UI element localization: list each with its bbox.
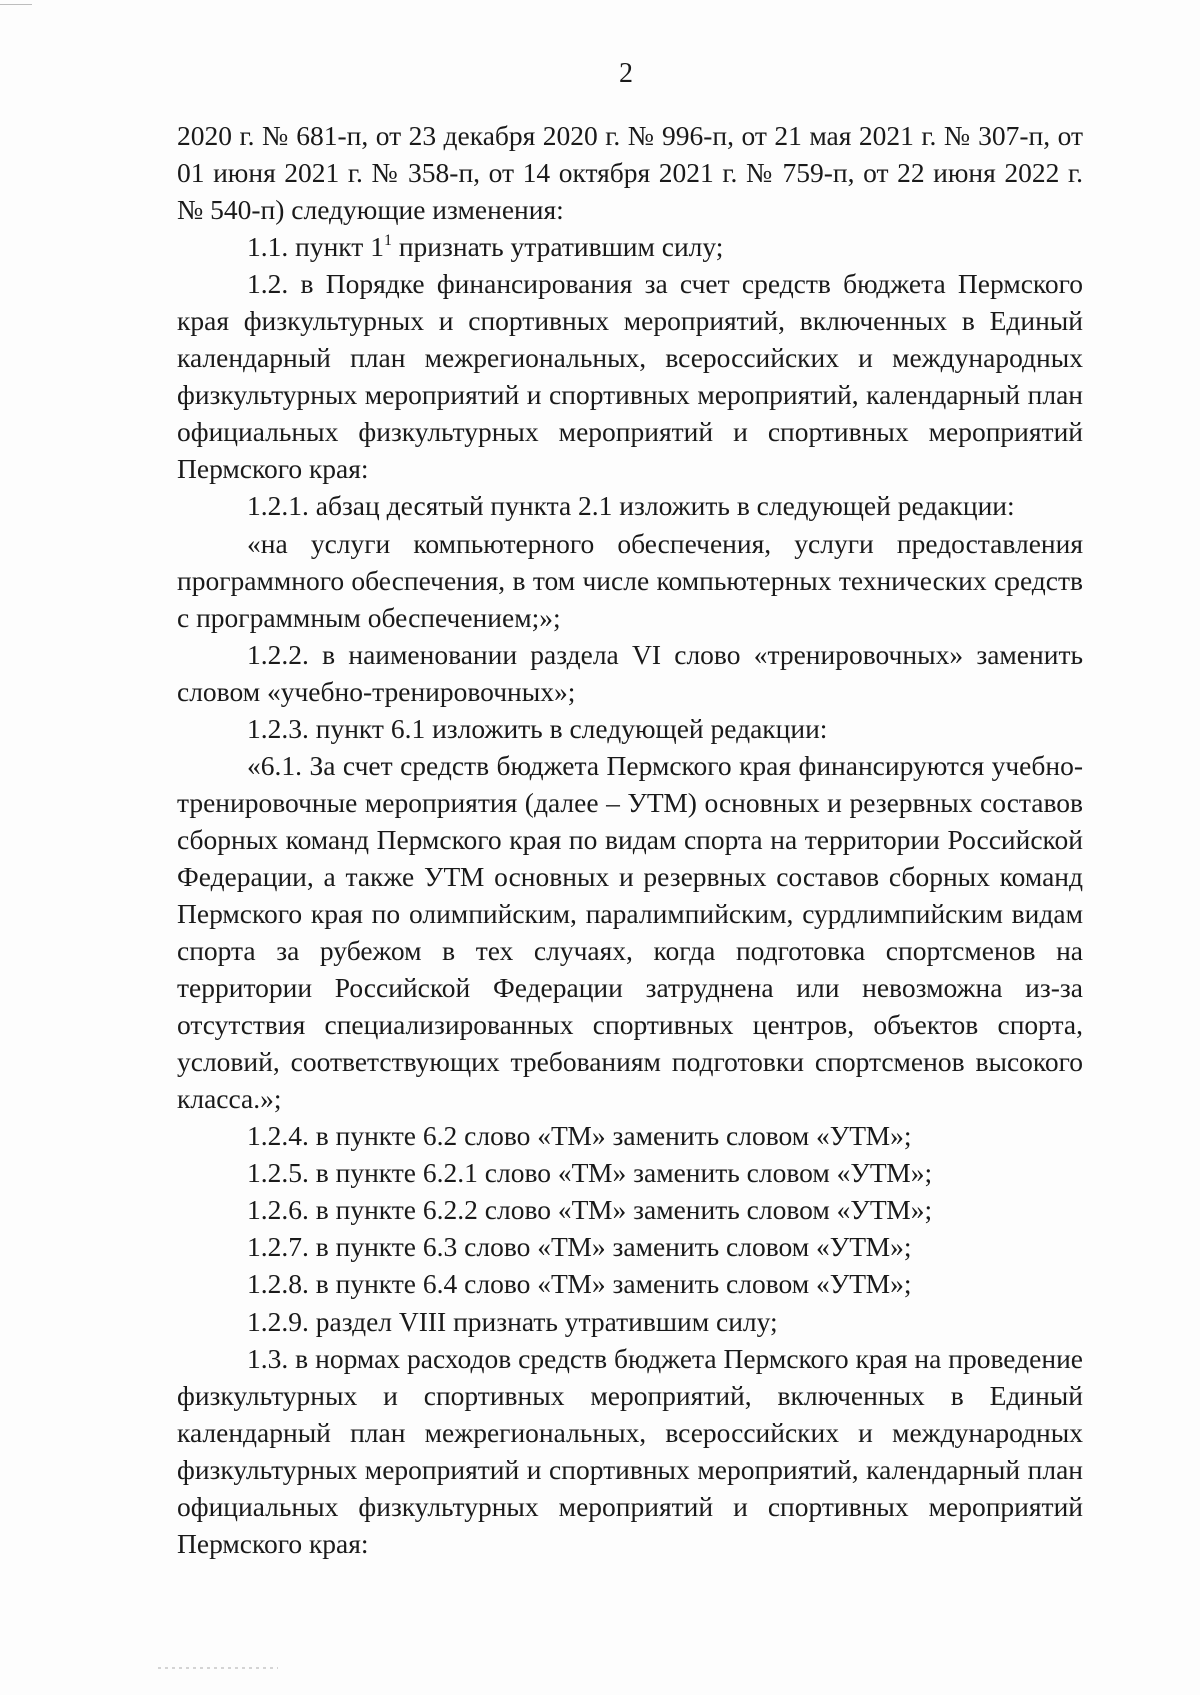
document-body: [177, 117, 1083, 1562]
item-text-before: 1.1. пункт 1: [247, 231, 384, 263]
paragraph-item-1-2-5: 1.2.5. в пункте 6.2.1 слово «ТМ» заменить словом «УТМ»;: [247, 1157, 933, 1189]
paragraph-item-1-2-7: 1.2.7. в пункте 6.3 слово «ТМ» заменить словом «УТМ»;: [247, 1231, 912, 1263]
paragraph-quote-6-1: «6.1. За счет средств бюджета Пермского края финансируются учебно-тренировочные мероприятия (далее – УТМ) основных и резервных составов сборных команд Пермского края по видам спорта на территории Российской Федерации, а также УТМ основных и резервных составов сборных команд Пермского края по олимпийским, паралимпийским, сурдлимпийским видам спорта за рубежом в тех случаях, когда подготовка спортсменов на территории Российской Федерации затруднена или невозможна из-за отсутствия специализированных спортивных центров, объектов спорта, условий, соответствующих требованиям подготовки спортсменов высокого класса.»;: [177, 749, 1083, 1115]
scan-artifact-bottom: [158, 1667, 278, 1669]
paragraph-item-1-2-2: 1.2.2. в наименовании раздела VI слово «тренировочных» заменить словом «учебно-тренировочных»;: [177, 638, 1083, 707]
item-text-after: признать утратившим силу;: [391, 231, 724, 263]
paragraph-item-1-2-8: 1.2.8. в пункте 6.4 слово «ТМ» заменить словом «УТМ»;: [247, 1268, 912, 1300]
paragraph-item-1-2-9: 1.2.9. раздел VIII признать утратившим силу;: [247, 1305, 778, 1337]
paragraph-continuation: 2020 г. № 681-п, от 23 декабря 2020 г. № 996-п, от 21 мая 2021 г. № 307-п, от 01 июня 2021 г. № 358-п, от 14 октября 2021 г. № 759-п, от 22 июня 2022 г. № 540-п) следующие изменения:: [177, 120, 1083, 226]
superscript: 1: [383, 232, 392, 250]
scan-artifact: [0, 4, 32, 5]
paragraph-item-1-2-3: 1.2.3. пункт 6.1 изложить в следующей редакции:: [247, 712, 828, 744]
paragraph-item-1-2: 1.2. в Порядке финансирования за счет средств бюджета Пермского края физкультурных и спортивных мероприятий, включенных в Единый календарный план межрегиональных, всероссийских и международных физкультурных мероприятий и спортивных мероприятий, календарный план официальных физкультурных мероприятий и спортивных мероприятий Пермского края:: [177, 268, 1083, 485]
paragraph-item-1-2-6: 1.2.6. в пункте 6.2.2 слово «ТМ» заменить словом «УТМ»;: [247, 1194, 933, 1226]
paragraph-item-1-2-4: 1.2.4. в пункте 6.2 слово «ТМ» заменить словом «УТМ»;: [247, 1120, 912, 1152]
paragraph-quote-2-1: «на услуги компьютерного обеспечения, услуги предоставления программного обеспечения, в том числе компьютерных технических средств с программным обеспечением;»;: [177, 527, 1083, 633]
paragraph-item-1-1: [177, 228, 1083, 265]
paragraph-item-1-3: 1.3. в нормах расходов средств бюджета Пермского края на проведение физкультурных и спортивных мероприятий, включенных в Единый календарный план межрегиональных, всероссийских и международных физкультурных мероприятий и спортивных мероприятий, календарный план официальных физкультурных мероприятий и спортивных мероприятий Пермского края:: [177, 1342, 1083, 1559]
page-number: 2: [619, 58, 633, 89]
paragraph-item-1-2-1: 1.2.1. абзац десятый пункта 2.1 изложить в следующей редакции:: [247, 490, 1015, 522]
